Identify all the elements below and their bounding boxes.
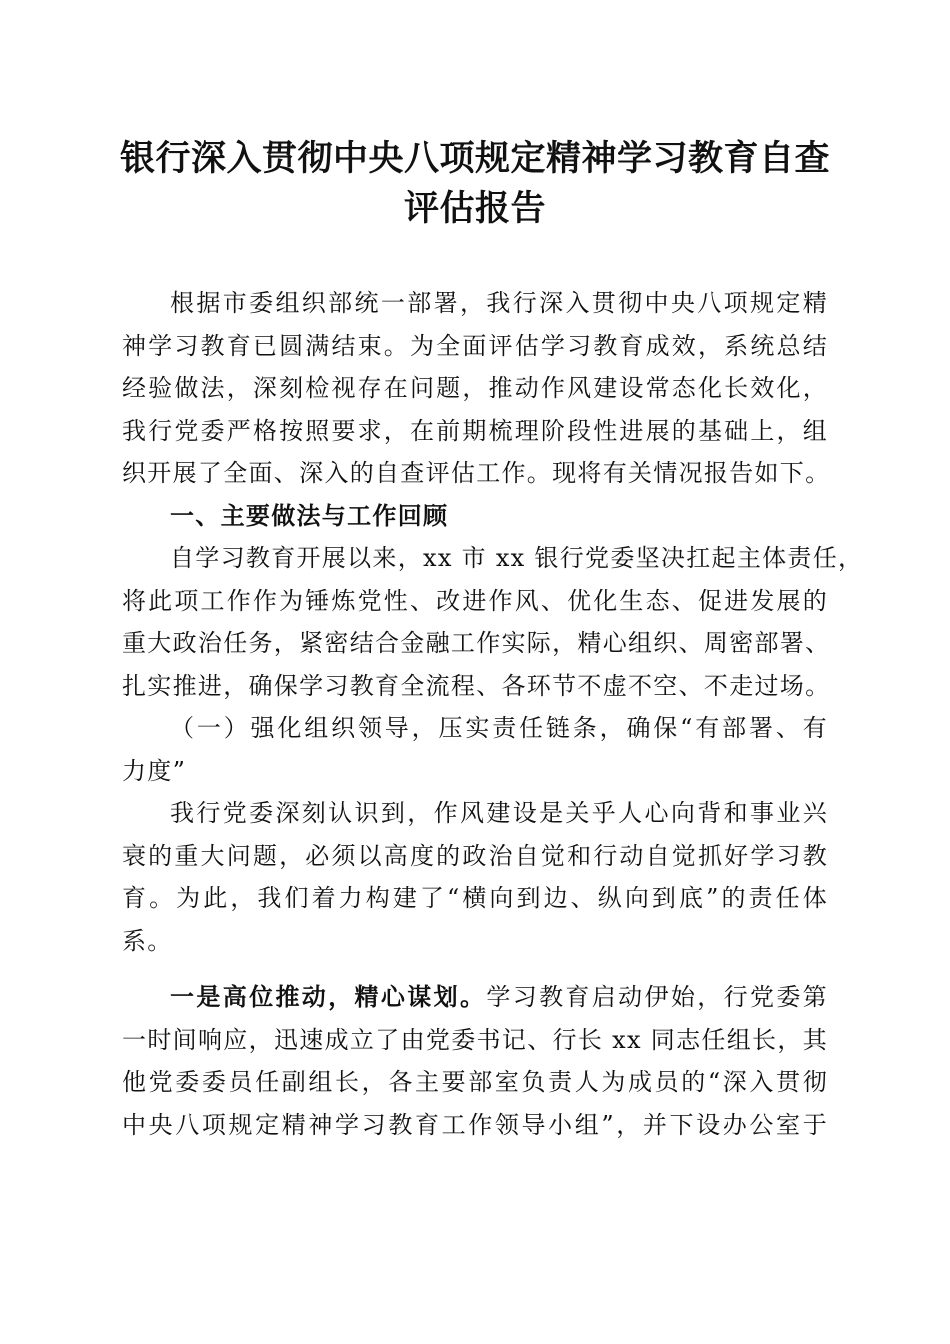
- title-line-2: 评估报告: [403, 188, 546, 229]
- point-1-line-1: [122, 976, 828, 1019]
- subsection-1-para-line-2: 衰的重大问题，必须以高度的政治自觉和行动自觉抓好学习教: [122, 841, 828, 870]
- intro-line-5: 织开展了全面、深入的自查评估工作。现将有关情况报告如下。: [122, 459, 831, 487]
- section-1-line-4: 扎实推进，确保学习教育全流程、各环节不虚不空、不走过场。: [122, 671, 831, 700]
- point-1-line-3: 他党委委员任副组长，各主要部室负责人为成员的“深入贯彻: [122, 1068, 828, 1096]
- section-1-line-3: 重大政治任务，紧密结合金融工作实际，精心组织、周密部署、: [122, 629, 831, 657]
- intro-line-3: 经验做法，深刻检视存在问题，推动作风建设常态化长效化，: [122, 374, 828, 402]
- title-line-1: 银行深入贯彻中央八项规定精神学习教育自查: [119, 138, 830, 179]
- point-1-paragraph: [122, 976, 828, 1146]
- subsection-1-para-line-3: 育。为此，我们着力构建了“横向到边、纵向到底”的责任体: [122, 884, 828, 912]
- document-body: [122, 282, 864, 1146]
- section-1-paragraph: [122, 537, 864, 707]
- subsection-1-line-2: 力度”: [122, 756, 187, 785]
- point-1-line-1-rest: 学习教育启动伊始，行党委第: [486, 983, 828, 1011]
- section-1-line-1: 自学习教育开展以来，xx 市 xx 银行党委坚决扛起主体责任，: [170, 544, 864, 572]
- point-1-lead: 一是高位推动，精心谋划。: [170, 983, 487, 1011]
- point-1-line-2: 一时间响应，迅速成立了由党委书记、行长 xx 同志任组长，其: [122, 1025, 828, 1054]
- subsection-1-para-line-4: 系。: [122, 926, 173, 955]
- intro-paragraph: [122, 282, 831, 495]
- subsection-1-paragraph: [122, 792, 828, 962]
- point-1-line-4: 中央八项规定精神学习教育工作领导小组”，并下设办公室于: [122, 1110, 828, 1139]
- subsection-1-line-1: （一）强化组织领导，压实责任链条，确保“有部署、有: [170, 714, 828, 742]
- subsection-1-heading: [122, 707, 828, 792]
- intro-line-4: 我行党委严格按照要求，在前期梳理阶段性进展的基础上，组: [122, 416, 828, 445]
- paragraph-gap: [122, 962, 828, 976]
- intro-line-1: 根据市委组织部统一部署，我行深入贯彻中央八项规定精: [170, 289, 828, 317]
- subsection-1-para-line-1: 我行党委深刻认识到，作风建设是关乎人心向背和事业兴: [170, 799, 828, 827]
- section-1-heading: 一、主要做法与工作回顾: [170, 501, 449, 530]
- section-1-line-2: 将此项工作作为锤炼党性、改进作风、优化生态、促进发展的: [122, 586, 828, 615]
- document-title: [100, 134, 850, 234]
- intro-line-2: 神学习教育已圆满结束。为全面评估学习教育成效，系统总结: [122, 331, 828, 360]
